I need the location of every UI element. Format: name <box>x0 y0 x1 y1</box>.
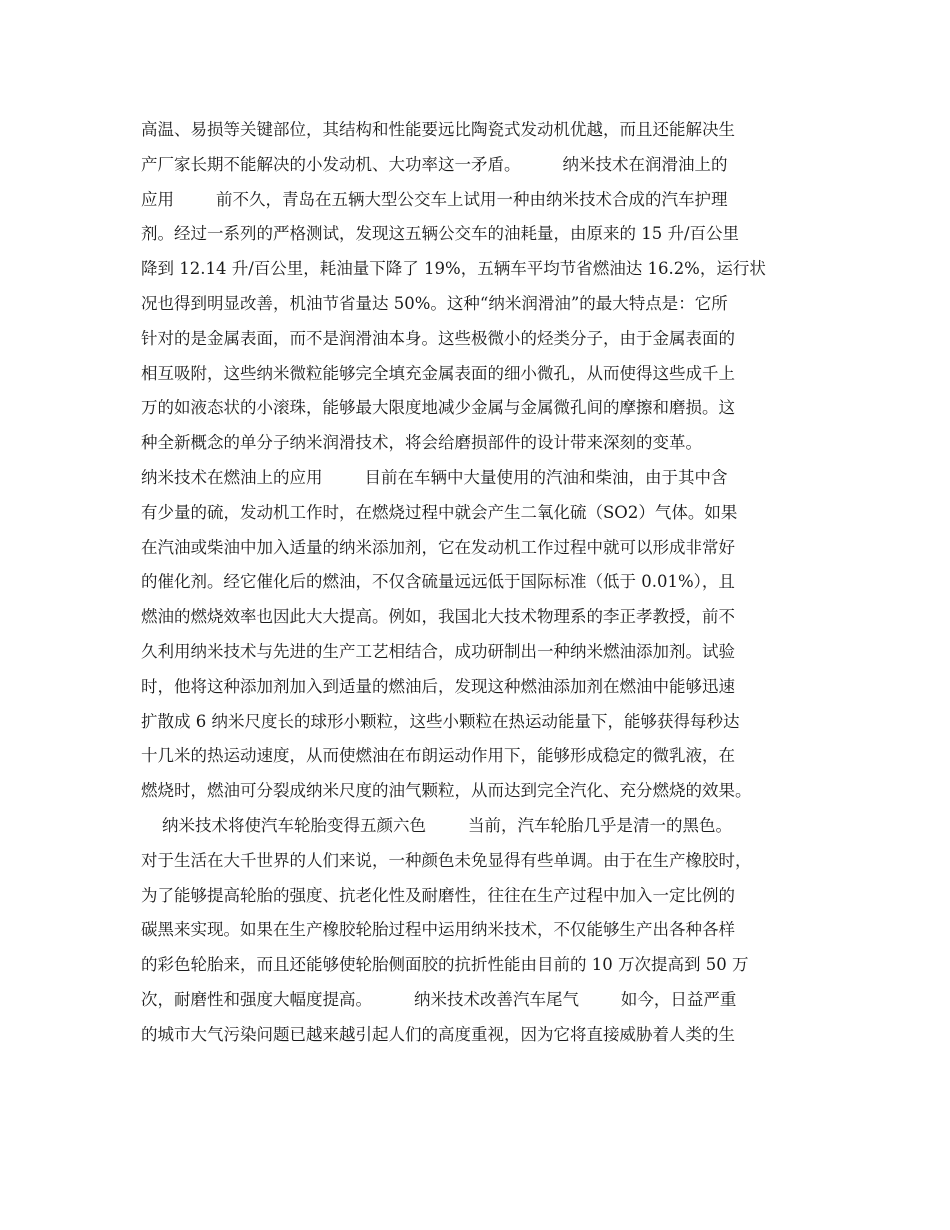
text-line: 万的如液态状的小滚珠，能够最大限度地减少金属与金属微孔间的摩擦和磨损。这 <box>141 398 735 418</box>
text-line: 况也得到明显改善，机油节省量达 50%。这种“纳米润滑油”的最大特点是：它所 <box>141 293 728 313</box>
body-text <box>141 113 831 1053</box>
text-line: 剂。经过一系列的严格测试，发现这五辆公交车的油耗量，由原来的 15 升/百公里 <box>141 224 740 244</box>
text-line: 的彩色轮胎来，而且还能够使轮胎侧面胶的抗折性能由目前的 10 万次提高到 50 万 <box>141 955 749 975</box>
text-line: 久利用纳米技术与先进的生产工艺相结合，成功研制出一种纳米燃油添加剂。试验 <box>141 641 735 661</box>
text-line: 十几米的热运动速度，从而使燃油在布朗运动作用下，能够形成稳定的微乳液，在 <box>141 746 735 766</box>
text-line: 燃油的燃烧效率也因此大大提高。例如，我国北大技术物理系的李正孝教授，前不 <box>141 607 735 627</box>
text-line: 对于生活在大千世界的人们来说，一种颜色未免显得有些单调。由于在生产橡胶时， <box>141 850 752 870</box>
text-line: 次，耐磨性和强度大幅度提高。 纳米技术改善汽车尾气 如今，日益严重 <box>141 989 737 1009</box>
text-line: 产厂家长期不能解决的小发动机、大功率这一矛盾。 纳米技术在润滑油上的 <box>141 154 728 174</box>
text-line: 的城市大气污染问题已越来越引起人们的高度重视，因为它将直接威胁着人类的生 <box>141 1024 735 1044</box>
text-line: 高温、易损等关键部位，其结构和性能要远比陶瓷式发动机优越，而且还能解决生 <box>141 120 735 139</box>
text-line: 应用 前不久，青岛在五辆大型公交车上试用一种由纳米技术合成的汽车护理 <box>141 189 728 209</box>
text-line: 纳米技术在燃油上的应用 目前在车辆中大量使用的汽油和柴油，由于其中含 <box>141 467 728 487</box>
text-line: 相互吸附，这些纳米微粒能够完全填充金属表面的细小微孔，从而使得这些成千上 <box>141 363 735 383</box>
text-line: 种全新概念的单分子纳米润滑技术，将会给磨损部件的设计带来深刻的变革。 <box>141 433 702 453</box>
text-line: 为了能够提高轮胎的强度、抗老化性及耐磨性，往往在生产过程中加入一定比例的 <box>141 885 735 905</box>
text-line: 在汽油或柴油中加入适量的纳米添加剂，它在发动机工作过程中就可以形成非常好 <box>141 537 735 557</box>
text-line: 针对的是金属表面，而不是润滑油本身。这些极微小的烃类分子，由于金属表面的 <box>141 328 735 348</box>
text-line: 有少量的硫，发动机工作时，在燃烧过程中就会产生二氧化硫（SO2）气体。如果 <box>141 502 738 522</box>
text-line: 的催化剂。经它催化后的燃油，不仅含硫量远远低于国际标准（低于 0.01%），且 <box>141 572 735 592</box>
text-line: 时，他将这种添加剂加入到适量的燃油后，发现这种燃油添加剂在燃油中能够迅速 <box>141 676 735 696</box>
text-line: 纳米技术将使汽车轮胎变得五颜六色 当前，汽车轮胎几乎是清一的黑色。 <box>141 815 732 835</box>
text-line: 碳黑来实现。如果在生产橡胶轮胎过程中运用纳米技术，不仅能够生产出各种各样 <box>141 920 735 940</box>
text-line: 降到 12.14 升/百公里，耗油量下降了 19%，五辆车平均节省燃油达 16.2%，运行状 <box>141 259 766 279</box>
text-line: 扩散成 6 纳米尺度长的球形小颗粒，这些小颗粒在热运动能量下，能够获得每秒达 <box>141 711 740 731</box>
text-line: 燃烧时，燃油可分裂成纳米尺度的油气颗粒，从而达到完全汽化、充分燃烧的效果。 <box>141 781 752 801</box>
